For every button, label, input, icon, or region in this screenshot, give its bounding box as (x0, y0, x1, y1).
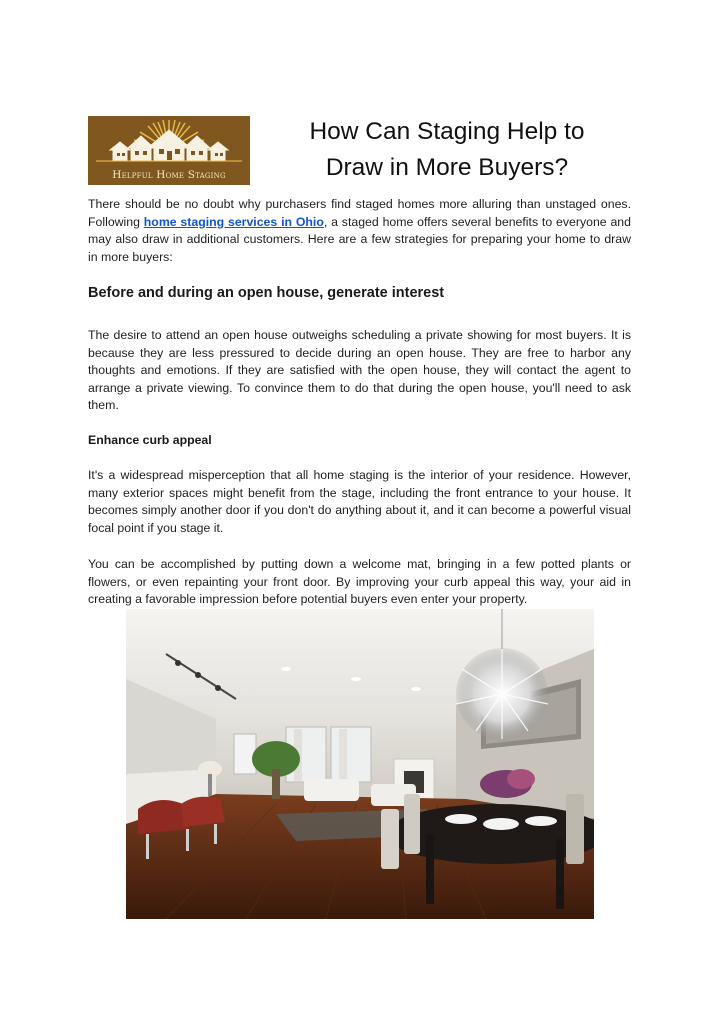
curb-appeal-paragraph-2: You can be accomplished by putting down a welcome mat, bringing in a few potted plants or flowers, or even repainting your front door. By improving your curb appeal this way, your aid in creating a favorable impression before potential buyers even enter your property. (88, 557, 631, 607)
curb-appeal-paragraph-1: It's a widespread misperception that all home staging is the interior of your residence. However, many exterior spaces might benefit from the stage, including the front entrance to your house. It becomes simply another door if you don't do anything about it, and it can become a powerful visual focal point if you stage it. (88, 468, 631, 535)
page-title-line-2: Draw in More Buyers? (325, 154, 569, 181)
section-heading-curb-appeal: Enhance curb appeal (88, 433, 212, 447)
page-title (262, 114, 632, 186)
logo-text: Helpful Home Staging (112, 169, 226, 181)
helpful-home-staging-logo (88, 116, 250, 185)
staged-living-dining-room-photo (126, 609, 594, 919)
section-heading-open-house: Before and during an open house, generate interest (88, 285, 445, 301)
home-staging-ohio-link[interactable]: home staging services in Ohio (143, 214, 324, 229)
intro-text-after-link: , a staged home offers several benefits to everyone and may also draw in additional customers. Here are a few strategies for preparing your home to draw in more buyers: (88, 214, 631, 264)
intro-paragraph (88, 196, 631, 266)
intro-text-before-link: There should be no doubt why purchasers find staged homes more alluring than unstaged ones. Following (88, 197, 631, 229)
open-house-paragraph: The desire to attend an open house outweighs scheduling a private showing for most buyers. It is because they are less pressured to decide during an open house. They are free to harbor any thoughts and emotions. If they are satisfied with the open house, they will contact the agent to arrange a private viewing. To convince them to do that during the open house, you'll need to ask them. (88, 328, 631, 413)
page-title-line-1: How Can Staging Help to (309, 118, 585, 145)
